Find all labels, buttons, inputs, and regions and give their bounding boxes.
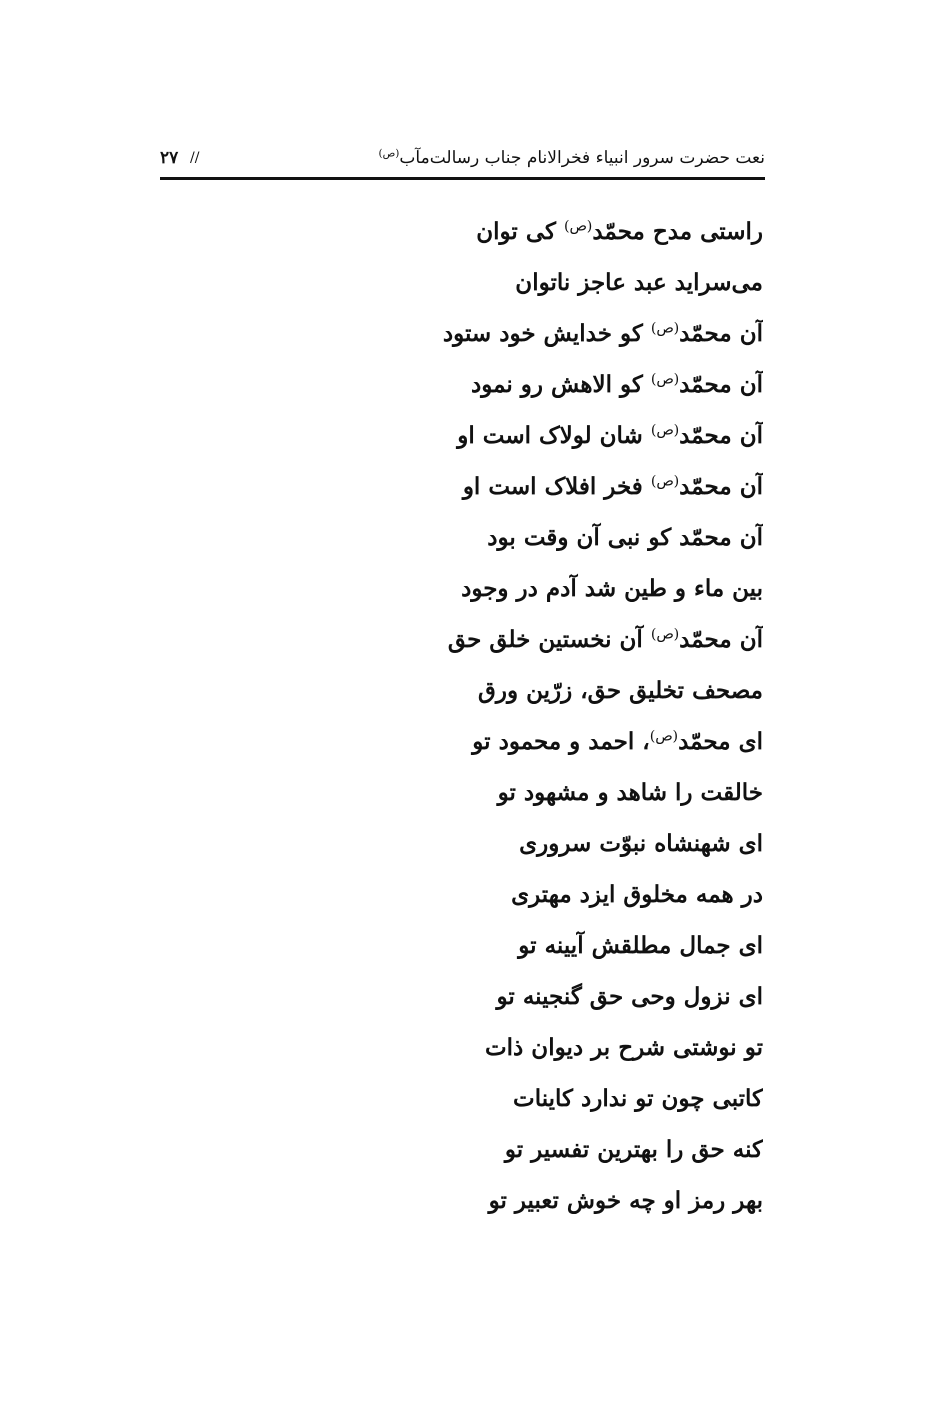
running-header: [160, 138, 765, 178]
verse-line: [143, 818, 763, 869]
verse-text: کو خدایش خود ستود: [442, 320, 651, 347]
verse-line: [143, 716, 763, 767]
verse-line: [143, 767, 763, 818]
verse-text: تو نوشتی شرح بر دیوان ذات: [485, 1034, 763, 1061]
verse-honorific: (ص): [650, 320, 680, 337]
verse-text: کی توان: [476, 218, 564, 245]
verse-text: ، احمد و محمود تو: [472, 728, 650, 755]
verse-line: [143, 563, 763, 614]
verse-text: کاتبی چون تو ندارد کاینات: [513, 1085, 763, 1112]
verse-line: [143, 512, 763, 563]
page-number: ۲۷: [160, 148, 179, 168]
verse-line: [143, 869, 763, 920]
verse-line: [143, 206, 763, 257]
verse-honorific: (ص): [563, 218, 593, 235]
verse-honorific: (ص): [650, 626, 680, 643]
verse-text: راستی مدح محمّد: [592, 218, 763, 245]
verse-text: بهر رمز او چه خوش تعبیر تو: [488, 1187, 763, 1214]
verse-text: کو الاهش رو نمود: [470, 371, 651, 398]
verse-text: آن محمّد: [679, 626, 763, 653]
verse-text: ای جمال مطلقش آیینه تو: [518, 932, 763, 959]
verse-line: [143, 257, 763, 308]
header-honorific: (ص): [378, 147, 400, 160]
header-rule: [160, 177, 765, 180]
verse-line: [143, 410, 763, 461]
verse-text: کنه حق را بهترین تفسیر تو: [504, 1136, 763, 1163]
verse-text: آن محمّد: [679, 473, 763, 500]
verse-line: [143, 359, 763, 410]
verse-line: [143, 920, 763, 971]
verse-text: ای شهنشاه نبوّت سروری: [519, 830, 763, 857]
header-title-text: نعت حضرت سرور انبیاء فخرالانام جناب رسالت‌مآب: [399, 148, 765, 168]
verse-text: آن محمّد: [679, 371, 763, 398]
verse-text: فخر افلاک است او: [462, 473, 651, 500]
verse-text: آن نخستین خلق حق: [447, 626, 651, 653]
verse-honorific: (ص): [649, 728, 679, 745]
verse-text: آن محمّد: [679, 320, 763, 347]
verse-honorific: (ص): [650, 422, 680, 439]
verse-text: بین ماء و طین شد آدم در وجود: [461, 575, 763, 602]
verse-text: خالقت را شاهد و مشهود تو: [497, 779, 763, 806]
verse-text: ای نزول وحی حق گنجینه تو: [496, 983, 763, 1010]
verse-line: [143, 1175, 763, 1226]
verse-text: شان لولاک است او: [457, 422, 651, 449]
header-separator: //: [190, 150, 200, 166]
verse-line: [143, 461, 763, 512]
verse-line: [143, 971, 763, 1022]
verse-text: آن محمّد کو نبی آن وقت بود: [487, 524, 763, 551]
verse-line: [143, 614, 763, 665]
verse-line: [143, 308, 763, 359]
verse-text: ای محمّد: [678, 728, 763, 755]
verse-line: [143, 1073, 763, 1124]
verse-honorific: (ص): [650, 473, 680, 490]
verse-text: می‌سراید عبد عاجز ناتوان: [515, 269, 763, 296]
verse-text: مصحف تخلیق حق، زرّین ورق: [478, 677, 763, 704]
verse-honorific: (ص): [650, 371, 680, 388]
verse-text: در همه مخلوق ایزد مهتری: [511, 881, 763, 908]
verse-line: [143, 1124, 763, 1175]
verse-line: [143, 665, 763, 716]
poem: [143, 206, 763, 1226]
verse-line: [143, 1022, 763, 1073]
verse-text: آن محمّد: [679, 422, 763, 449]
header-title: [378, 138, 765, 178]
